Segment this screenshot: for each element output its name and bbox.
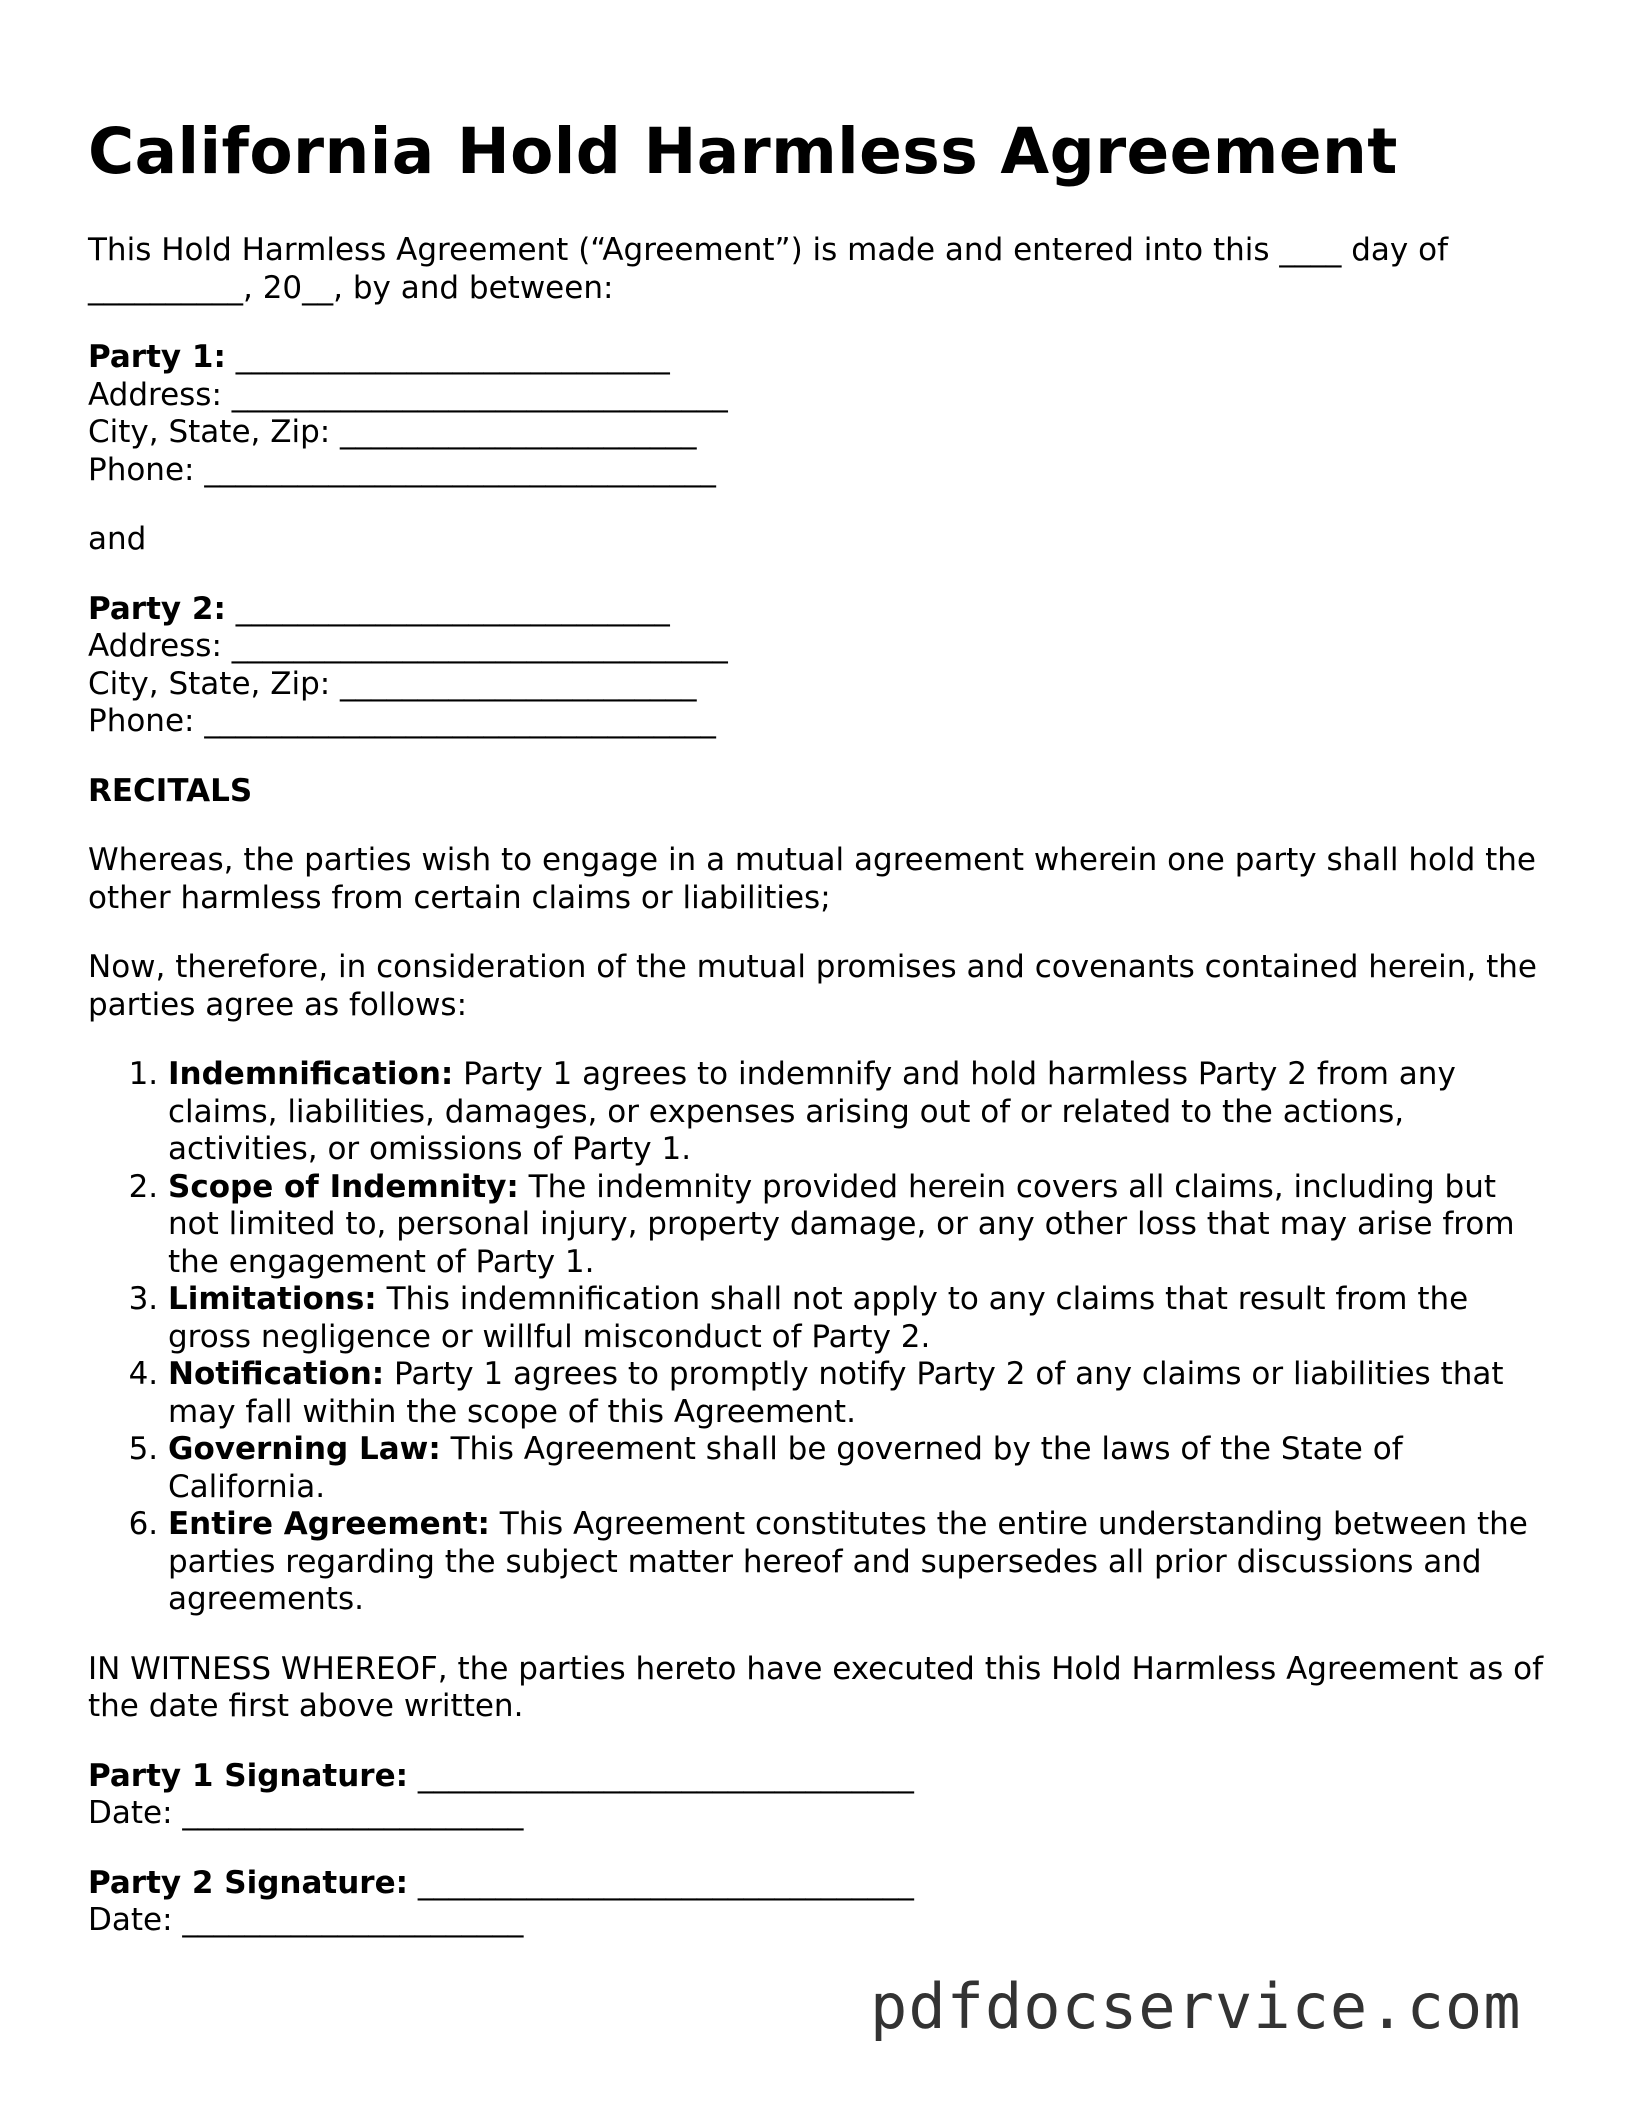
clause-term: Indemnification:	[168, 1056, 454, 1092]
clause-item	[168, 1056, 1548, 1169]
clause-item	[168, 1356, 1548, 1431]
intro-line-1: This Hold Harmless Agreement (“Agreement”) is made and entered into this ____ day of	[88, 232, 1448, 268]
clause-item	[168, 1281, 1548, 1356]
clause-item	[168, 1506, 1548, 1619]
party-2-phone-field[interactable]: Phone: _________________________________	[88, 703, 716, 739]
clause-term: Limitations:	[168, 1281, 377, 1317]
signature-2-block	[88, 1865, 1548, 1940]
party-2-city-field[interactable]: City, State, Zip: _______________________	[88, 665, 697, 702]
watermark-text: pdfdocservice.com	[870, 1970, 1522, 2043]
and-text: and	[88, 521, 147, 557]
party-1-address-field[interactable]: Address: ________________________________	[88, 376, 728, 413]
document-page	[88, 0, 1548, 1940]
signature-2-label: Party 2 Signature:	[88, 1864, 409, 1901]
clause-term: Governing Law:	[168, 1431, 441, 1467]
signature-1-field[interactable]: ________________________________	[408, 1757, 914, 1794]
clause-term: Scope of Indemnity:	[168, 1168, 519, 1205]
clause-list	[88, 1056, 1548, 1619]
recitals-heading: RECITALS	[88, 772, 253, 809]
signature-1-label: Party 1 Signature:	[88, 1757, 409, 1794]
clause-text: Party 1 agrees to indemnify and hold harmless Party 2 from any claims, liabilities, damages, or expenses arising out of or related to the actions, activities, or omissions of Party 1.	[168, 1056, 1456, 1167]
clause-term: Entire Agreement:	[168, 1506, 490, 1542]
clause-item	[168, 1431, 1548, 1506]
party-2-name-field[interactable]: ____________________________	[225, 590, 670, 627]
party-1-label: Party 1:	[88, 339, 226, 375]
clause-text: Party 1 agrees to promptly notify Party 2 of any claims or liabilities that may fall within the scope of this Agreement.	[168, 1356, 1504, 1430]
whereas-paragraph: Whereas, the parties wish to engage in a mutual agreement wherein one party shall hold the other harmless from certain claims or liabilities;	[88, 842, 1536, 916]
witness-paragraph: IN WITNESS WHEREOF, the parties hereto have executed this Hold Harmless Agreement as of the date first above written.	[88, 1650, 1543, 1724]
document-title: California Hold Harmless Agreement	[88, 115, 1398, 188]
clause-text: This Agreement shall be governed by the laws of the State of California.	[168, 1431, 1403, 1505]
signature-2-date-field[interactable]: Date: ______________________	[88, 1902, 524, 1938]
clause-item	[168, 1169, 1548, 1282]
now-therefore-paragraph: Now, therefore, in consideration of the mutual promises and covenants contained herein, the parties agree as follows:	[88, 949, 1537, 1023]
clause-text: This Agreement constitutes the entire understanding between the parties regarding the subject matter hereof and supersedes all prior discussions and agreements.	[168, 1506, 1528, 1617]
party-1-block	[88, 339, 1548, 489]
party-2-label: Party 2:	[88, 590, 226, 627]
party-1-phone-field[interactable]: Phone: _________________________________	[88, 451, 716, 488]
intro-line-2: __________, 20__, by and between:	[88, 269, 614, 306]
party-1-city-field[interactable]: City, State, Zip: _______________________	[88, 414, 697, 450]
signature-2-field[interactable]: ________________________________	[408, 1864, 914, 1901]
clause-term: Notification:	[168, 1356, 385, 1392]
clause-text: This indemnification shall not apply to any claims that result from the gross negligence or willful misconduct of Party 2.	[168, 1281, 1469, 1355]
party-1-name-field[interactable]: ____________________________	[225, 339, 670, 375]
party-2-address-field[interactable]: Address: ________________________________	[88, 628, 728, 664]
clause-text: The indemnity provided herein covers all claims, including but not limited to, personal injury, property damage, or any other loss that may arise from the engagement of Party 1.	[168, 1168, 1515, 1280]
intro-paragraph	[88, 232, 1548, 307]
signature-1-block	[88, 1758, 1548, 1833]
signature-1-date-field[interactable]: Date: ______________________	[88, 1795, 524, 1831]
party-2-block	[88, 591, 1548, 741]
